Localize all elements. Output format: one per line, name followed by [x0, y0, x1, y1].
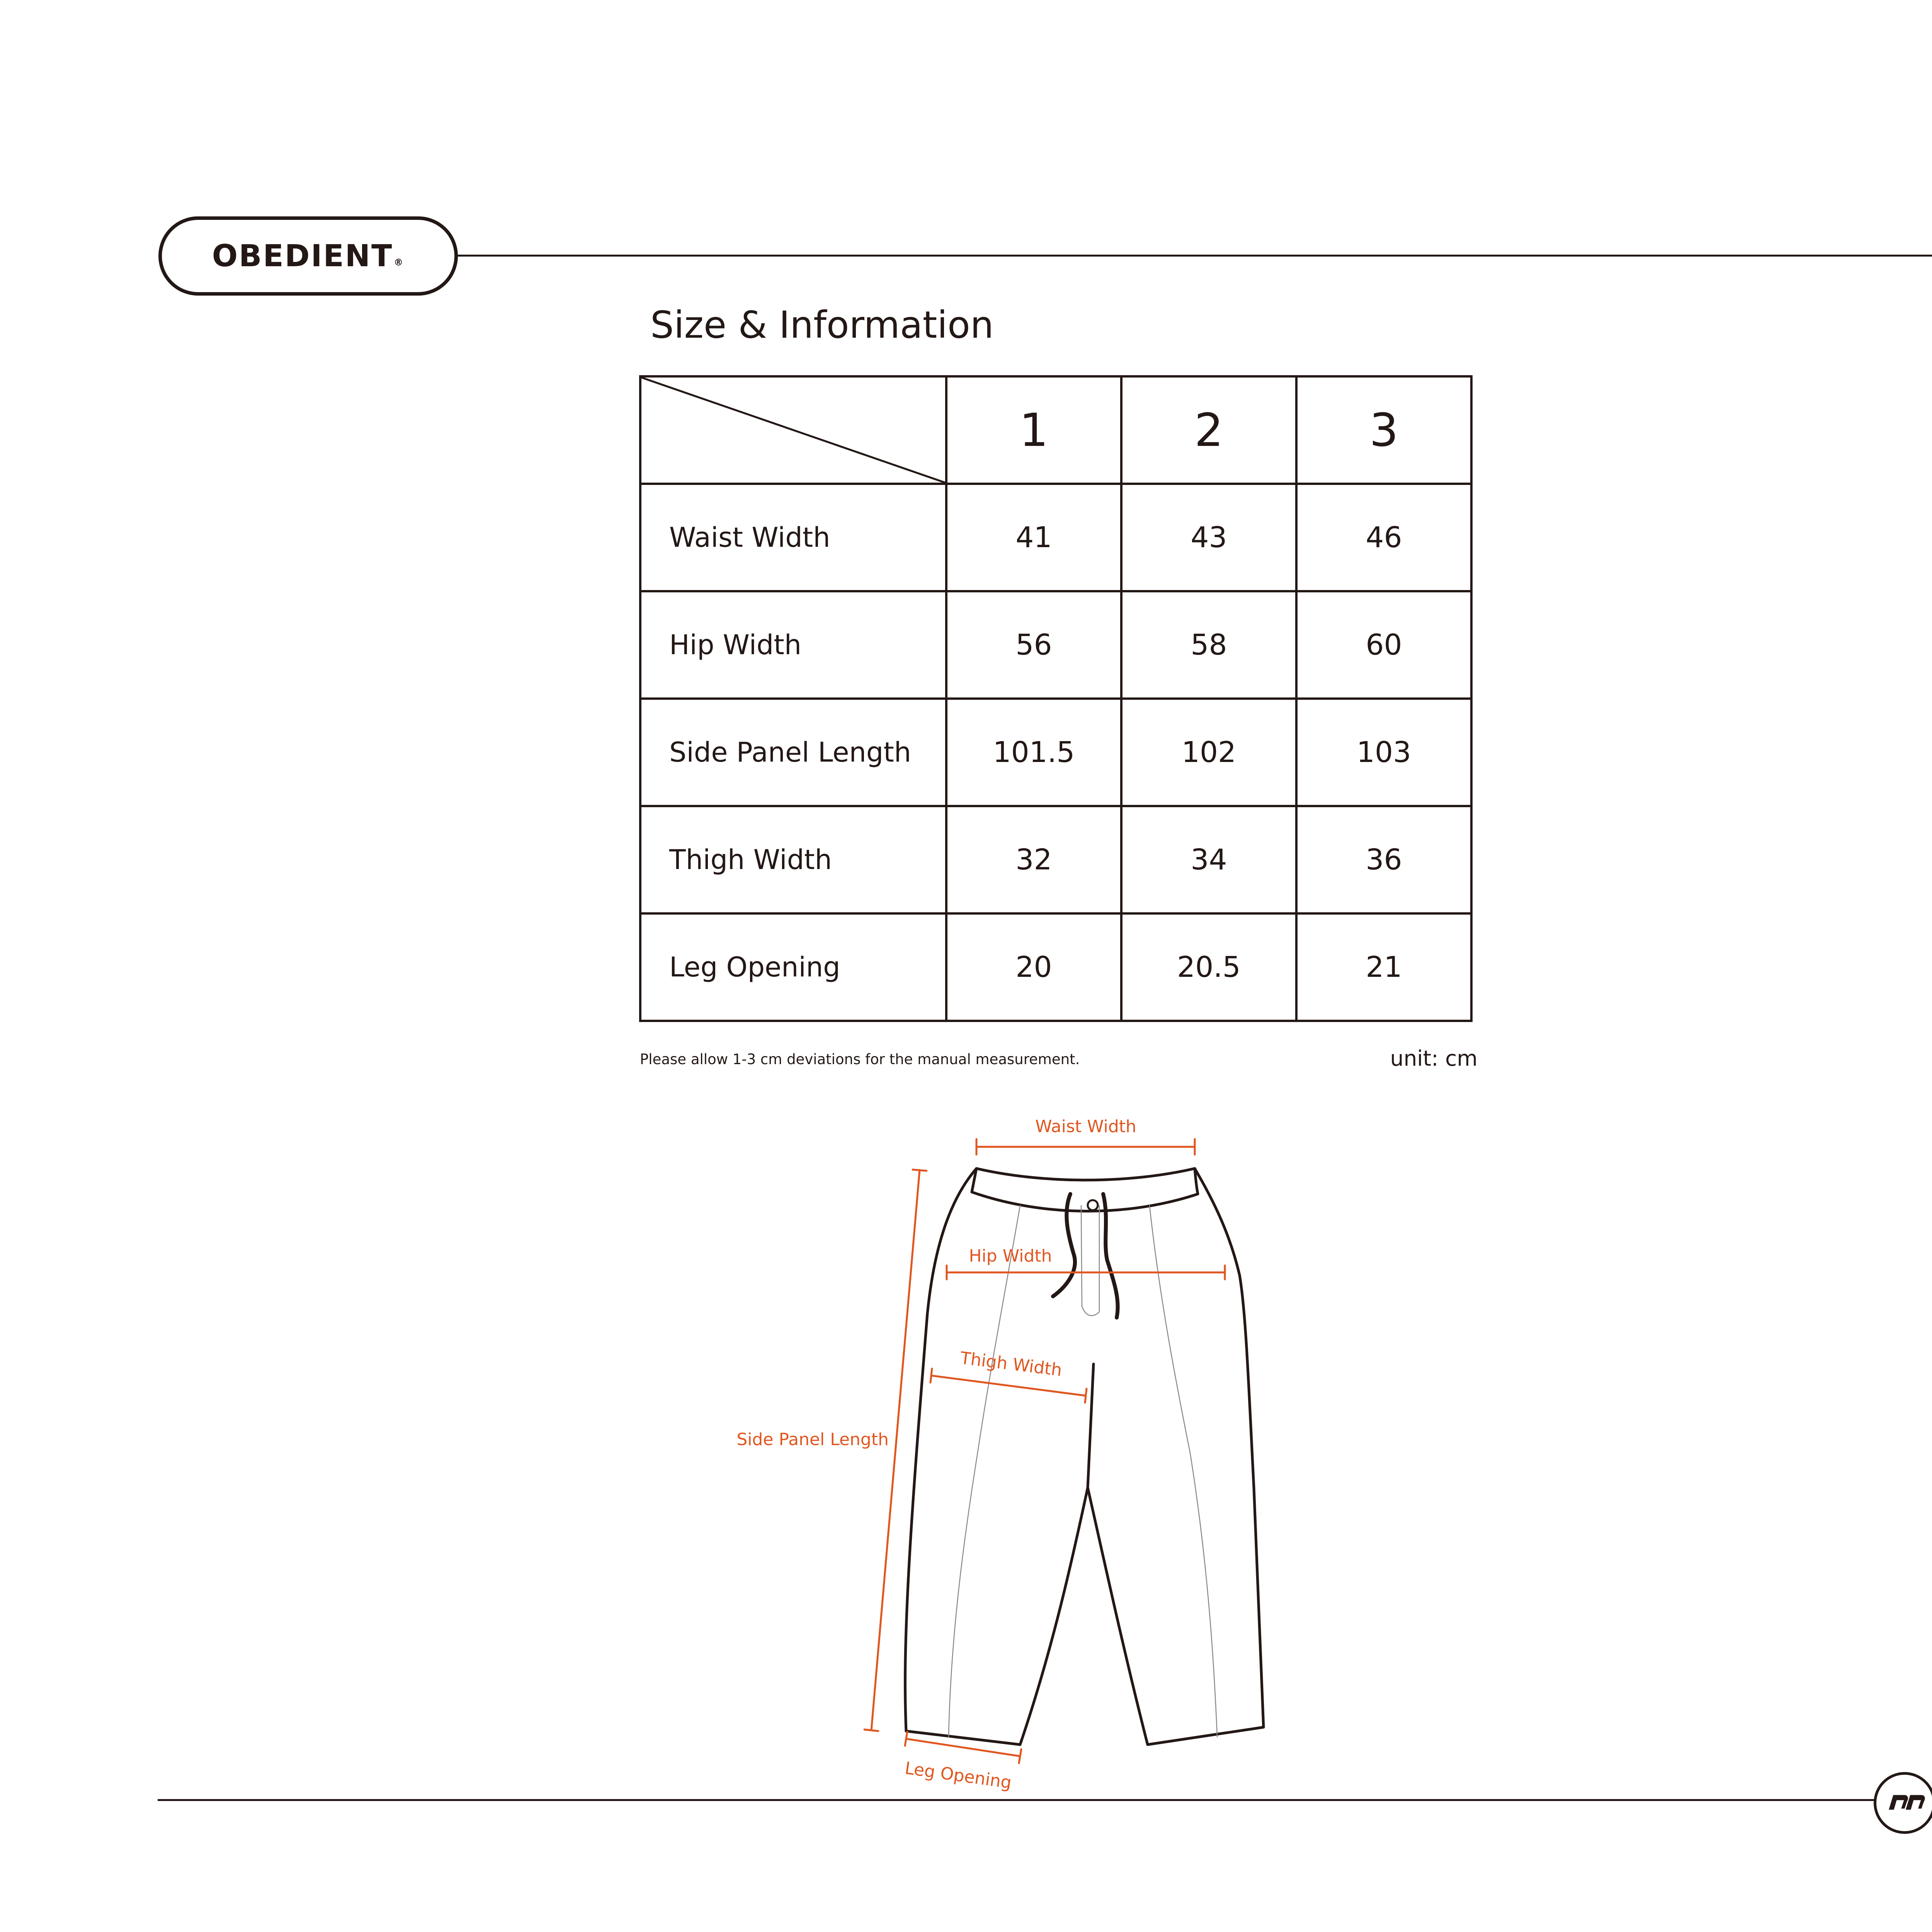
brand-name: OBEDIENT® [212, 238, 405, 274]
waistband [972, 1168, 1198, 1211]
pants-illustration [905, 1168, 1264, 1745]
table-cell: 102 [1121, 699, 1296, 806]
page-title: Size & Information [650, 303, 994, 347]
pants-outline [905, 1168, 1264, 1745]
hip-width-label: Hip Width [969, 1246, 1052, 1266]
fly-placket [1081, 1206, 1099, 1316]
table-cell: 32 [946, 806, 1121, 913]
table-cell: 43 [1121, 484, 1296, 591]
table-cell: 101.5 [946, 699, 1121, 806]
table-cell: 21 [1296, 913, 1471, 1021]
crotch-seam [1088, 1364, 1094, 1488]
table-cell: 34 [1121, 806, 1296, 913]
row-label-leg-opening: Leg Opening [640, 913, 946, 1021]
brand-mark-icon [1876, 1775, 1932, 1831]
table-cell: 20 [946, 913, 1121, 1021]
table-cell: 56 [946, 591, 1121, 699]
table-cell: 36 [1296, 806, 1471, 913]
waist-width-label: Waist Width [1035, 1117, 1136, 1136]
right-side-seam [1150, 1206, 1217, 1737]
table-cell: 58 [1121, 591, 1296, 699]
left-side-seam [949, 1206, 1020, 1737]
thigh-width-label: Thigh Width [959, 1348, 1063, 1381]
size-header-3: 3 [1296, 376, 1471, 484]
row-label-waist-width: Waist Width [640, 484, 946, 591]
leg-opening-label: Leg Opening [903, 1758, 1013, 1793]
table-cell: 41 [946, 484, 1121, 591]
drawstring-right [1103, 1194, 1118, 1318]
side-panel-length-line [871, 1170, 920, 1730]
row-label-side-panel-length: Side Panel Length [640, 699, 946, 806]
row-label-hip-width: Hip Width [640, 591, 946, 699]
footer-rule [158, 1799, 1876, 1801]
table-cell: 46 [1296, 484, 1471, 591]
measurement-note: Please allow 1-3 cm deviations for the manual measurement. [640, 1051, 1080, 1068]
brand-logo-icon [1874, 1772, 1932, 1834]
table-cell: 103 [1296, 699, 1471, 806]
measurement-labels [736, 1117, 1136, 1793]
button-icon [1088, 1200, 1098, 1210]
unit-label: unit: cm [1390, 1046, 1478, 1071]
thigh-width-line [931, 1376, 1086, 1396]
registered-mark: ® [394, 257, 405, 268]
table-cell: 60 [1296, 591, 1471, 699]
table-cell: 20.5 [1121, 913, 1296, 1021]
size-header-2: 2 [1121, 376, 1296, 484]
size-header-1: 1 [946, 376, 1121, 484]
row-label-thigh-width: Thigh Width [640, 806, 946, 913]
side-panel-length-label: Side Panel Length [736, 1430, 889, 1449]
